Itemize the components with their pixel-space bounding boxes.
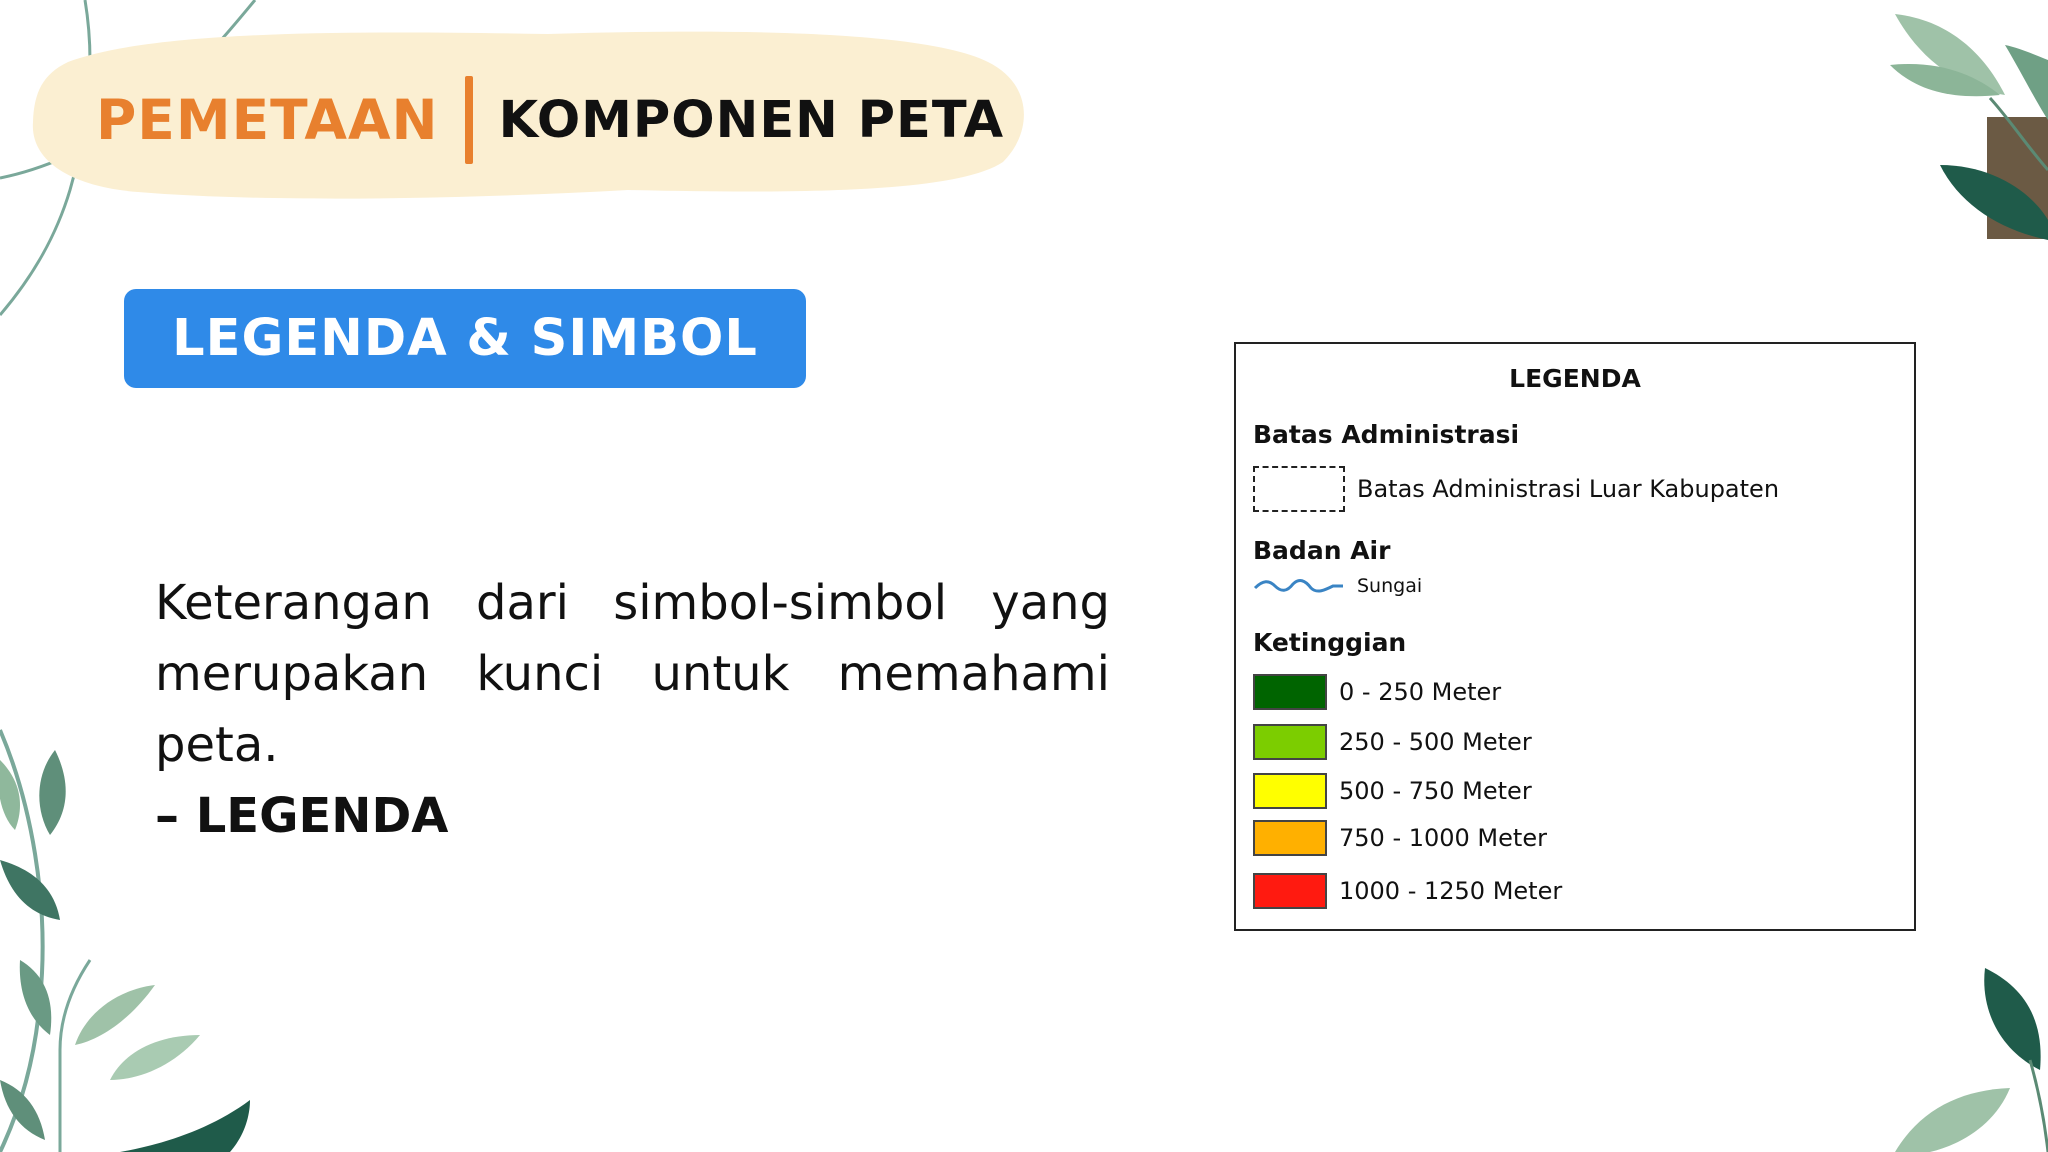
legend-item-label: Sungai xyxy=(1357,575,1423,597)
legend-item-river xyxy=(1253,574,1422,598)
legend-item-label: 1000 - 1250 Meter xyxy=(1339,877,1563,905)
header-primary-label: PEMETAAN xyxy=(96,88,439,152)
header-secondary-label: KOMPONEN PETA xyxy=(498,90,1005,150)
map-legend-panel xyxy=(1234,342,1916,931)
color-swatch xyxy=(1253,873,1327,909)
legend-item-elevation xyxy=(1253,674,1501,710)
legend-item-admin-boundary xyxy=(1253,466,1779,512)
legend-item-label: 500 - 750 Meter xyxy=(1339,777,1532,805)
section-badge: LEGENDA & SIMBOL xyxy=(124,289,806,388)
legend-item-elevation xyxy=(1253,724,1532,760)
legend-item-label: Batas Administrasi Luar Kabupaten xyxy=(1357,475,1780,503)
color-swatch xyxy=(1253,674,1327,710)
legend-item-label: 0 - 250 Meter xyxy=(1339,678,1502,706)
legend-group-heading: Ketinggian xyxy=(1253,628,1407,657)
legend-item-label: 750 - 1000 Meter xyxy=(1339,824,1547,852)
color-swatch xyxy=(1253,724,1327,760)
header-divider xyxy=(465,76,473,164)
header-title xyxy=(96,80,1004,160)
legend-item-elevation xyxy=(1253,773,1532,809)
legend-group-heading: Badan Air xyxy=(1253,536,1391,565)
color-swatch xyxy=(1253,773,1327,809)
definition-body: Keterangan dari simbol-simbol yang merupakan kunci untuk memahami peta. xyxy=(155,575,1110,773)
legend-item-label: 250 - 500 Meter xyxy=(1339,728,1532,756)
leaf-cluster-bottom-right xyxy=(1895,968,2048,1152)
legend-group-heading: Batas Administrasi xyxy=(1253,420,1520,449)
leaf-cluster-top-right xyxy=(1890,14,2048,240)
definition-text xyxy=(155,568,1110,852)
definition-term: – LEGENDA xyxy=(155,788,449,844)
legend-title: LEGENDA xyxy=(1509,364,1641,393)
legend-item-elevation xyxy=(1253,873,1562,909)
river-line-symbol xyxy=(1253,574,1345,598)
dashed-boundary-symbol xyxy=(1253,466,1345,512)
color-swatch xyxy=(1253,820,1327,856)
legend-item-elevation xyxy=(1253,820,1547,856)
